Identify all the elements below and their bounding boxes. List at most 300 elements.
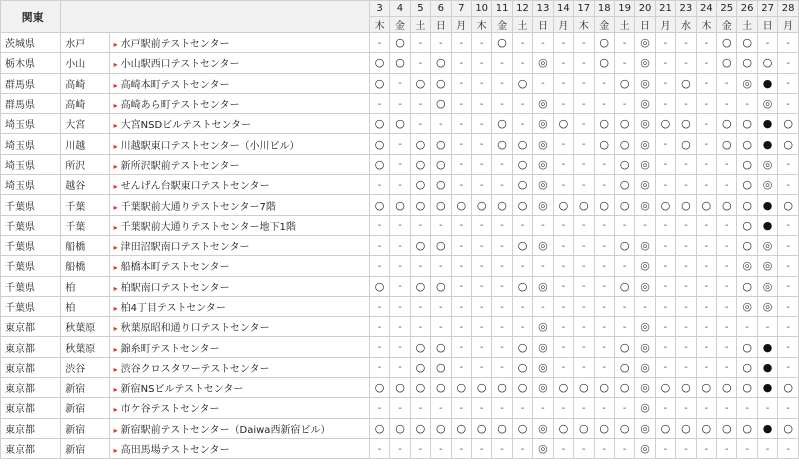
availability-cell[interactable] xyxy=(492,418,512,438)
availability-cell[interactable] xyxy=(757,154,777,174)
availability-cell[interactable] xyxy=(655,418,675,438)
test-center-name-link[interactable]: 高崎本町テストセンター xyxy=(120,79,230,91)
test-center-name-link[interactable]: 新所沢駅前テストセンター xyxy=(120,160,240,172)
test-center-name-cell[interactable] xyxy=(109,215,369,235)
availability-cell[interactable] xyxy=(492,134,512,154)
availability-cell[interactable] xyxy=(594,418,614,438)
availability-cell[interactable] xyxy=(512,276,532,296)
test-center-name-cell[interactable] xyxy=(109,93,369,113)
availability-cell[interactable] xyxy=(431,93,451,113)
table-row xyxy=(1,93,799,113)
availability-cell[interactable] xyxy=(737,337,757,357)
availability-cell[interactable] xyxy=(410,378,430,398)
availability-cell[interactable] xyxy=(431,154,451,174)
availability-cell[interactable] xyxy=(614,378,634,398)
availability-cell[interactable] xyxy=(635,53,655,73)
availability-cell xyxy=(676,438,696,458)
available-circle-icon: ○ xyxy=(681,198,691,212)
availability-cell[interactable] xyxy=(451,378,471,398)
unavailable-dash: - xyxy=(704,98,709,110)
availability-cell[interactable] xyxy=(757,195,777,215)
test-center-name-cell[interactable] xyxy=(109,53,369,73)
availability-cell[interactable] xyxy=(757,337,777,357)
availability-cell[interactable] xyxy=(655,378,675,398)
availability-cell[interactable] xyxy=(635,418,655,438)
availability-cell[interactable] xyxy=(737,418,757,438)
test-center-name-cell[interactable] xyxy=(109,378,369,398)
available-circle-icon: ○ xyxy=(415,198,426,212)
availability-cell[interactable] xyxy=(512,134,532,154)
available-circle-icon: ○ xyxy=(681,76,691,90)
availability-cell[interactable] xyxy=(410,154,430,174)
availability-cell[interactable] xyxy=(594,195,614,215)
availability-cell[interactable] xyxy=(369,134,389,154)
availability-cell xyxy=(778,33,799,53)
test-center-name-link[interactable]: 渋谷クロスタワーテストセンター xyxy=(120,363,270,375)
unavailable-dash: - xyxy=(561,301,566,313)
availability-cell[interactable] xyxy=(737,357,757,377)
availability-cell[interactable] xyxy=(635,276,655,296)
availability-cell[interactable] xyxy=(614,235,634,255)
availability-cell xyxy=(717,215,737,235)
availability-cell[interactable] xyxy=(676,114,696,134)
availability-cell[interactable] xyxy=(471,195,491,215)
availability-cell[interactable] xyxy=(635,337,655,357)
availability-cell[interactable] xyxy=(533,317,553,337)
availability-cell[interactable] xyxy=(635,114,655,134)
unavailable-dash: - xyxy=(581,220,586,232)
availability-cell[interactable] xyxy=(737,256,757,276)
availability-cell[interactable] xyxy=(390,53,410,73)
availability-cell xyxy=(390,438,410,458)
availability-cell[interactable] xyxy=(471,418,491,438)
available-circle-icon: ○ xyxy=(436,340,446,354)
availability-cell[interactable] xyxy=(635,357,655,377)
availability-cell[interactable] xyxy=(717,418,737,438)
availability-cell[interactable] xyxy=(737,276,757,296)
prefecture-cell: 千葉県 xyxy=(1,235,61,255)
availability-cell[interactable] xyxy=(635,134,655,154)
availability-cell[interactable] xyxy=(737,73,757,93)
availability-cell[interactable] xyxy=(676,418,696,438)
unavailable-dash: - xyxy=(520,37,525,49)
test-center-name-cell[interactable] xyxy=(109,235,369,255)
availability-cell[interactable] xyxy=(574,378,594,398)
filled-circle-icon: ● xyxy=(762,76,773,90)
availability-cell[interactable] xyxy=(512,235,532,255)
test-center-name-cell[interactable] xyxy=(109,357,369,377)
available-circle-icon: ○ xyxy=(599,117,610,131)
availability-cell[interactable] xyxy=(696,195,716,215)
availability-cell[interactable] xyxy=(737,114,757,134)
availability-cell[interactable] xyxy=(369,195,389,215)
availability-cell[interactable] xyxy=(533,276,553,296)
unavailable-dash: - xyxy=(479,321,484,333)
availability-cell[interactable] xyxy=(410,134,430,154)
availability-cell xyxy=(369,93,389,113)
availability-cell[interactable] xyxy=(390,195,410,215)
availability-cell[interactable] xyxy=(778,114,799,134)
availability-cell[interactable] xyxy=(778,134,799,154)
test-center-name-cell[interactable] xyxy=(109,337,369,357)
availability-cell[interactable] xyxy=(410,73,430,93)
day-date-header: 4 xyxy=(390,1,410,17)
unavailable-dash: - xyxy=(439,220,443,232)
availability-cell[interactable] xyxy=(390,114,410,134)
test-center-name-link[interactable]: 川越駅東口テストセンター（小川ビル） xyxy=(120,140,300,152)
availability-cell[interactable] xyxy=(676,378,696,398)
double-circle-icon: ◎ xyxy=(538,442,548,456)
availability-cell xyxy=(451,154,471,174)
availability-cell[interactable] xyxy=(533,418,553,438)
available-circle-icon: ○ xyxy=(517,340,528,354)
availability-cell[interactable] xyxy=(614,134,634,154)
availability-cell[interactable] xyxy=(635,398,655,418)
availability-cell[interactable] xyxy=(533,175,553,195)
availability-cell[interactable] xyxy=(533,154,553,174)
test-center-name-link[interactable]: 高崎あら町テストセンター xyxy=(120,100,240,112)
unavailable-dash: - xyxy=(439,443,443,455)
availability-cell[interactable] xyxy=(778,378,799,398)
table-row xyxy=(1,357,799,377)
availability-cell[interactable] xyxy=(390,378,410,398)
unavailable-dash: - xyxy=(500,260,504,272)
unavailable-dash: - xyxy=(602,98,607,110)
availability-cell[interactable] xyxy=(737,175,757,195)
availability-cell[interactable] xyxy=(533,195,553,215)
test-center-name-cell[interactable] xyxy=(109,398,369,418)
availability-cell[interactable] xyxy=(737,378,757,398)
availability-cell[interactable] xyxy=(635,33,655,53)
availability-cell[interactable] xyxy=(614,195,634,215)
availability-cell[interactable] xyxy=(553,195,573,215)
availability-cell xyxy=(451,317,471,337)
availability-cell xyxy=(451,215,471,235)
availability-cell[interactable] xyxy=(533,235,553,255)
availability-cell[interactable] xyxy=(757,296,777,316)
available-circle-icon: ○ xyxy=(721,117,732,131)
availability-cell[interactable] xyxy=(431,175,451,195)
test-center-name-link[interactable]: 小山駅西口テストセンター xyxy=(120,59,240,71)
availability-cell[interactable] xyxy=(635,256,655,276)
unavailable-dash: - xyxy=(418,402,423,414)
availability-cell[interactable] xyxy=(492,378,512,398)
availability-cell[interactable] xyxy=(553,418,573,438)
unavailable-dash: - xyxy=(581,159,586,171)
availability-cell[interactable] xyxy=(553,114,573,134)
available-circle-icon: ○ xyxy=(578,421,589,435)
availability-cell[interactable] xyxy=(635,175,655,195)
availability-cell[interactable] xyxy=(410,357,430,377)
test-center-name-cell[interactable] xyxy=(109,154,369,174)
double-circle-icon: ◎ xyxy=(640,178,650,192)
availability-cell[interactable] xyxy=(512,195,532,215)
availability-cell[interactable] xyxy=(410,337,430,357)
availability-cell[interactable] xyxy=(757,276,777,296)
availability-cell xyxy=(594,73,614,93)
availability-cell[interactable] xyxy=(451,418,471,438)
availability-cell[interactable] xyxy=(757,215,777,235)
test-center-name-cell[interactable] xyxy=(109,438,369,458)
unavailable-dash: - xyxy=(765,443,770,455)
availability-cell[interactable] xyxy=(757,134,777,154)
test-center-name-link[interactable]: 市ケ谷テストセンター xyxy=(120,404,220,416)
availability-cell[interactable] xyxy=(655,114,675,134)
availability-cell[interactable] xyxy=(594,53,614,73)
availability-cell[interactable] xyxy=(737,215,757,235)
availability-cell[interactable] xyxy=(635,195,655,215)
double-circle-icon: ◎ xyxy=(640,56,650,70)
availability-cell[interactable] xyxy=(757,357,777,377)
availability-cell[interactable] xyxy=(533,134,553,154)
unavailable-dash: - xyxy=(765,37,770,49)
availability-cell[interactable] xyxy=(431,53,451,73)
availability-cell[interactable] xyxy=(778,418,799,438)
availability-cell[interactable] xyxy=(492,33,512,53)
available-circle-icon: ○ xyxy=(415,421,426,435)
availability-cell[interactable] xyxy=(757,418,777,438)
availability-cell[interactable] xyxy=(390,418,410,438)
prefecture-cell: 千葉県 xyxy=(1,296,61,316)
double-circle-icon: ◎ xyxy=(762,178,773,192)
availability-cell[interactable] xyxy=(431,276,451,296)
availability-cell[interactable] xyxy=(369,276,389,296)
availability-cell[interactable] xyxy=(757,114,777,134)
availability-cell[interactable] xyxy=(410,418,430,438)
availability-cell xyxy=(655,235,675,255)
test-center-name-link[interactable]: 柏駅南口テストセンター xyxy=(120,282,230,294)
test-center-name-cell[interactable] xyxy=(109,33,369,53)
test-center-name-link[interactable]: 高田馬場テストセンター xyxy=(120,445,230,457)
availability-cell[interactable] xyxy=(614,175,634,195)
availability-cell[interactable] xyxy=(594,33,614,53)
availability-cell[interactable] xyxy=(737,296,757,316)
test-center-name-cell[interactable] xyxy=(109,175,369,195)
test-center-name-cell[interactable] xyxy=(109,195,369,215)
availability-cell[interactable] xyxy=(614,73,634,93)
availability-cell[interactable] xyxy=(369,73,389,93)
availability-cell xyxy=(410,256,430,276)
availability-cell[interactable] xyxy=(492,114,512,134)
available-circle-icon: ○ xyxy=(783,198,793,212)
availability-cell[interactable] xyxy=(635,154,655,174)
availability-cell[interactable] xyxy=(574,418,594,438)
availability-cell[interactable] xyxy=(431,134,451,154)
day-of-week-header: 日 xyxy=(533,17,553,33)
test-center-name-link[interactable]: 錦糸町テストセンター xyxy=(120,343,220,355)
availability-cell xyxy=(512,215,532,235)
availability-cell[interactable] xyxy=(492,195,512,215)
availability-cell[interactable] xyxy=(369,154,389,174)
availability-cell xyxy=(471,154,491,174)
availability-cell xyxy=(492,438,512,458)
availability-cell[interactable] xyxy=(757,235,777,255)
day-of-week-header: 日 xyxy=(757,17,777,33)
availability-cell[interactable] xyxy=(635,438,655,458)
test-center-name-link[interactable]: 新宿駅前テストセンター（Daiwa西新宿ビル） xyxy=(120,424,331,436)
availability-cell[interactable] xyxy=(614,276,634,296)
availability-cell[interactable] xyxy=(512,154,532,174)
availability-cell xyxy=(492,317,512,337)
availability-cell[interactable] xyxy=(737,53,757,73)
test-center-name-cell[interactable] xyxy=(109,296,369,316)
availability-cell[interactable] xyxy=(696,378,716,398)
availability-cell[interactable] xyxy=(410,276,430,296)
availability-cell[interactable] xyxy=(717,195,737,215)
availability-cell[interactable] xyxy=(676,134,696,154)
availability-cell[interactable] xyxy=(614,418,634,438)
availability-cell[interactable] xyxy=(737,134,757,154)
availability-cell[interactable] xyxy=(369,378,389,398)
availability-cell[interactable] xyxy=(574,195,594,215)
availability-cell[interactable] xyxy=(431,73,451,93)
unavailable-dash: - xyxy=(765,402,770,414)
availability-cell[interactable] xyxy=(410,235,430,255)
availability-cell[interactable] xyxy=(757,256,777,276)
available-circle-icon: ○ xyxy=(476,381,487,395)
bullet-marker-icon: ▸ xyxy=(113,304,118,313)
availability-cell[interactable] xyxy=(757,73,777,93)
unavailable-dash: - xyxy=(786,281,790,293)
availability-cell[interactable] xyxy=(533,337,553,357)
test-center-name-link[interactable]: 秋葉原昭和通り口テストセンター xyxy=(120,323,270,335)
availability-cell[interactable] xyxy=(451,195,471,215)
unavailable-dash: - xyxy=(622,220,627,232)
city-cell: 新宿 xyxy=(61,438,109,458)
availability-cell[interactable] xyxy=(614,357,634,377)
availability-cell[interactable] xyxy=(533,53,553,73)
availability-cell[interactable] xyxy=(717,114,737,134)
test-center-name-link[interactable]: 千葉駅前大通りテストセンター7階 xyxy=(120,201,276,213)
available-circle-icon: ○ xyxy=(599,421,610,435)
unavailable-dash: - xyxy=(500,57,504,69)
availability-cell xyxy=(676,53,696,73)
availability-cell[interactable] xyxy=(696,418,716,438)
day-date-header: 7 xyxy=(451,1,471,17)
test-center-name-link[interactable]: 津田沼駅南口テストセンター xyxy=(120,242,250,254)
availability-cell[interactable] xyxy=(533,438,553,458)
availability-cell[interactable] xyxy=(471,378,491,398)
availability-cell[interactable] xyxy=(369,418,389,438)
availability-cell xyxy=(390,215,410,235)
availability-cell[interactable] xyxy=(778,195,799,215)
availability-cell[interactable] xyxy=(512,357,532,377)
availability-cell[interactable] xyxy=(635,378,655,398)
availability-cell[interactable] xyxy=(369,114,389,134)
availability-cell[interactable] xyxy=(553,378,573,398)
availability-cell[interactable] xyxy=(635,317,655,337)
availability-cell[interactable] xyxy=(757,53,777,73)
availability-cell[interactable] xyxy=(655,195,675,215)
availability-cell[interactable] xyxy=(594,134,614,154)
available-circle-icon: ○ xyxy=(497,137,507,151)
availability-cell xyxy=(390,175,410,195)
table-row xyxy=(1,53,799,73)
test-center-name-cell[interactable] xyxy=(109,256,369,276)
availability-cell[interactable] xyxy=(431,357,451,377)
unavailable-dash: - xyxy=(459,139,464,151)
test-center-name-link[interactable]: 新宿NSビルテストセンター xyxy=(120,384,244,396)
availability-cell[interactable] xyxy=(533,378,553,398)
availability-cell[interactable] xyxy=(614,154,634,174)
availability-cell[interactable] xyxy=(431,418,451,438)
unavailable-dash: - xyxy=(459,179,464,191)
availability-cell[interactable] xyxy=(512,175,532,195)
test-center-name-link[interactable]: 大宮NSDビルテストセンター xyxy=(120,120,252,132)
availability-cell[interactable] xyxy=(737,33,757,53)
availability-cell[interactable] xyxy=(717,33,737,53)
available-circle-icon: ○ xyxy=(742,36,752,50)
availability-cell[interactable] xyxy=(533,114,553,134)
availability-cell[interactable] xyxy=(717,53,737,73)
availability-cell[interactable] xyxy=(717,378,737,398)
availability-cell[interactable] xyxy=(512,378,532,398)
unavailable-dash: - xyxy=(704,342,709,354)
test-center-name-link[interactable]: 船橋本町テストセンター xyxy=(120,262,230,274)
availability-cell[interactable] xyxy=(512,418,532,438)
test-center-name-cell[interactable] xyxy=(109,114,369,134)
availability-cell[interactable] xyxy=(635,235,655,255)
test-center-name-cell[interactable] xyxy=(109,418,369,438)
availability-cell[interactable] xyxy=(410,175,430,195)
availability-cell[interactable] xyxy=(737,154,757,174)
availability-cell[interactable] xyxy=(431,235,451,255)
test-center-name-link[interactable]: 柏4丁目テストセンター xyxy=(120,303,226,314)
test-center-name-cell[interactable] xyxy=(109,317,369,337)
unavailable-dash: - xyxy=(459,342,464,354)
availability-cell[interactable] xyxy=(410,195,430,215)
availability-cell[interactable] xyxy=(614,337,634,357)
availability-cell[interactable] xyxy=(369,53,389,73)
availability-cell[interactable] xyxy=(676,195,696,215)
availability-cell[interactable] xyxy=(635,73,655,93)
availability-cell[interactable] xyxy=(431,378,451,398)
test-center-name-link[interactable]: せんげん台駅東口テストセンター xyxy=(120,181,270,193)
availability-cell xyxy=(717,154,737,174)
availability-cell[interactable] xyxy=(512,337,532,357)
availability-cell[interactable] xyxy=(737,235,757,255)
availability-cell[interactable] xyxy=(737,195,757,215)
availability-cell[interactable] xyxy=(717,134,737,154)
availability-cell xyxy=(553,53,573,73)
availability-cell[interactable] xyxy=(431,195,451,215)
availability-cell[interactable] xyxy=(635,93,655,113)
availability-cell[interactable] xyxy=(614,114,634,134)
availability-cell[interactable] xyxy=(533,93,553,113)
availability-cell[interactable] xyxy=(431,337,451,357)
availability-cell[interactable] xyxy=(757,175,777,195)
availability-cell[interactable] xyxy=(512,73,532,93)
availability-cell[interactable] xyxy=(594,114,614,134)
availability-cell[interactable] xyxy=(390,33,410,53)
available-circle-icon: ○ xyxy=(783,117,793,131)
availability-cell[interactable] xyxy=(533,357,553,377)
availability-cell xyxy=(778,235,799,255)
unavailable-dash: - xyxy=(561,98,566,110)
test-center-name-cell[interactable] xyxy=(109,276,369,296)
unavailable-dash: - xyxy=(602,179,607,191)
double-circle-icon: ◎ xyxy=(640,157,650,171)
availability-cell[interactable] xyxy=(757,378,777,398)
test-center-name-link[interactable]: 千葉駅前大通りテストセンター地下1階 xyxy=(120,221,296,233)
availability-cell[interactable] xyxy=(676,73,696,93)
availability-cell[interactable] xyxy=(757,93,777,113)
test-center-name-cell[interactable] xyxy=(109,73,369,93)
test-center-name-cell[interactable] xyxy=(109,134,369,154)
test-center-name-link[interactable]: 水戸駅前テストセンター xyxy=(120,39,230,51)
available-circle-icon: ○ xyxy=(374,157,385,171)
availability-cell[interactable] xyxy=(594,378,614,398)
